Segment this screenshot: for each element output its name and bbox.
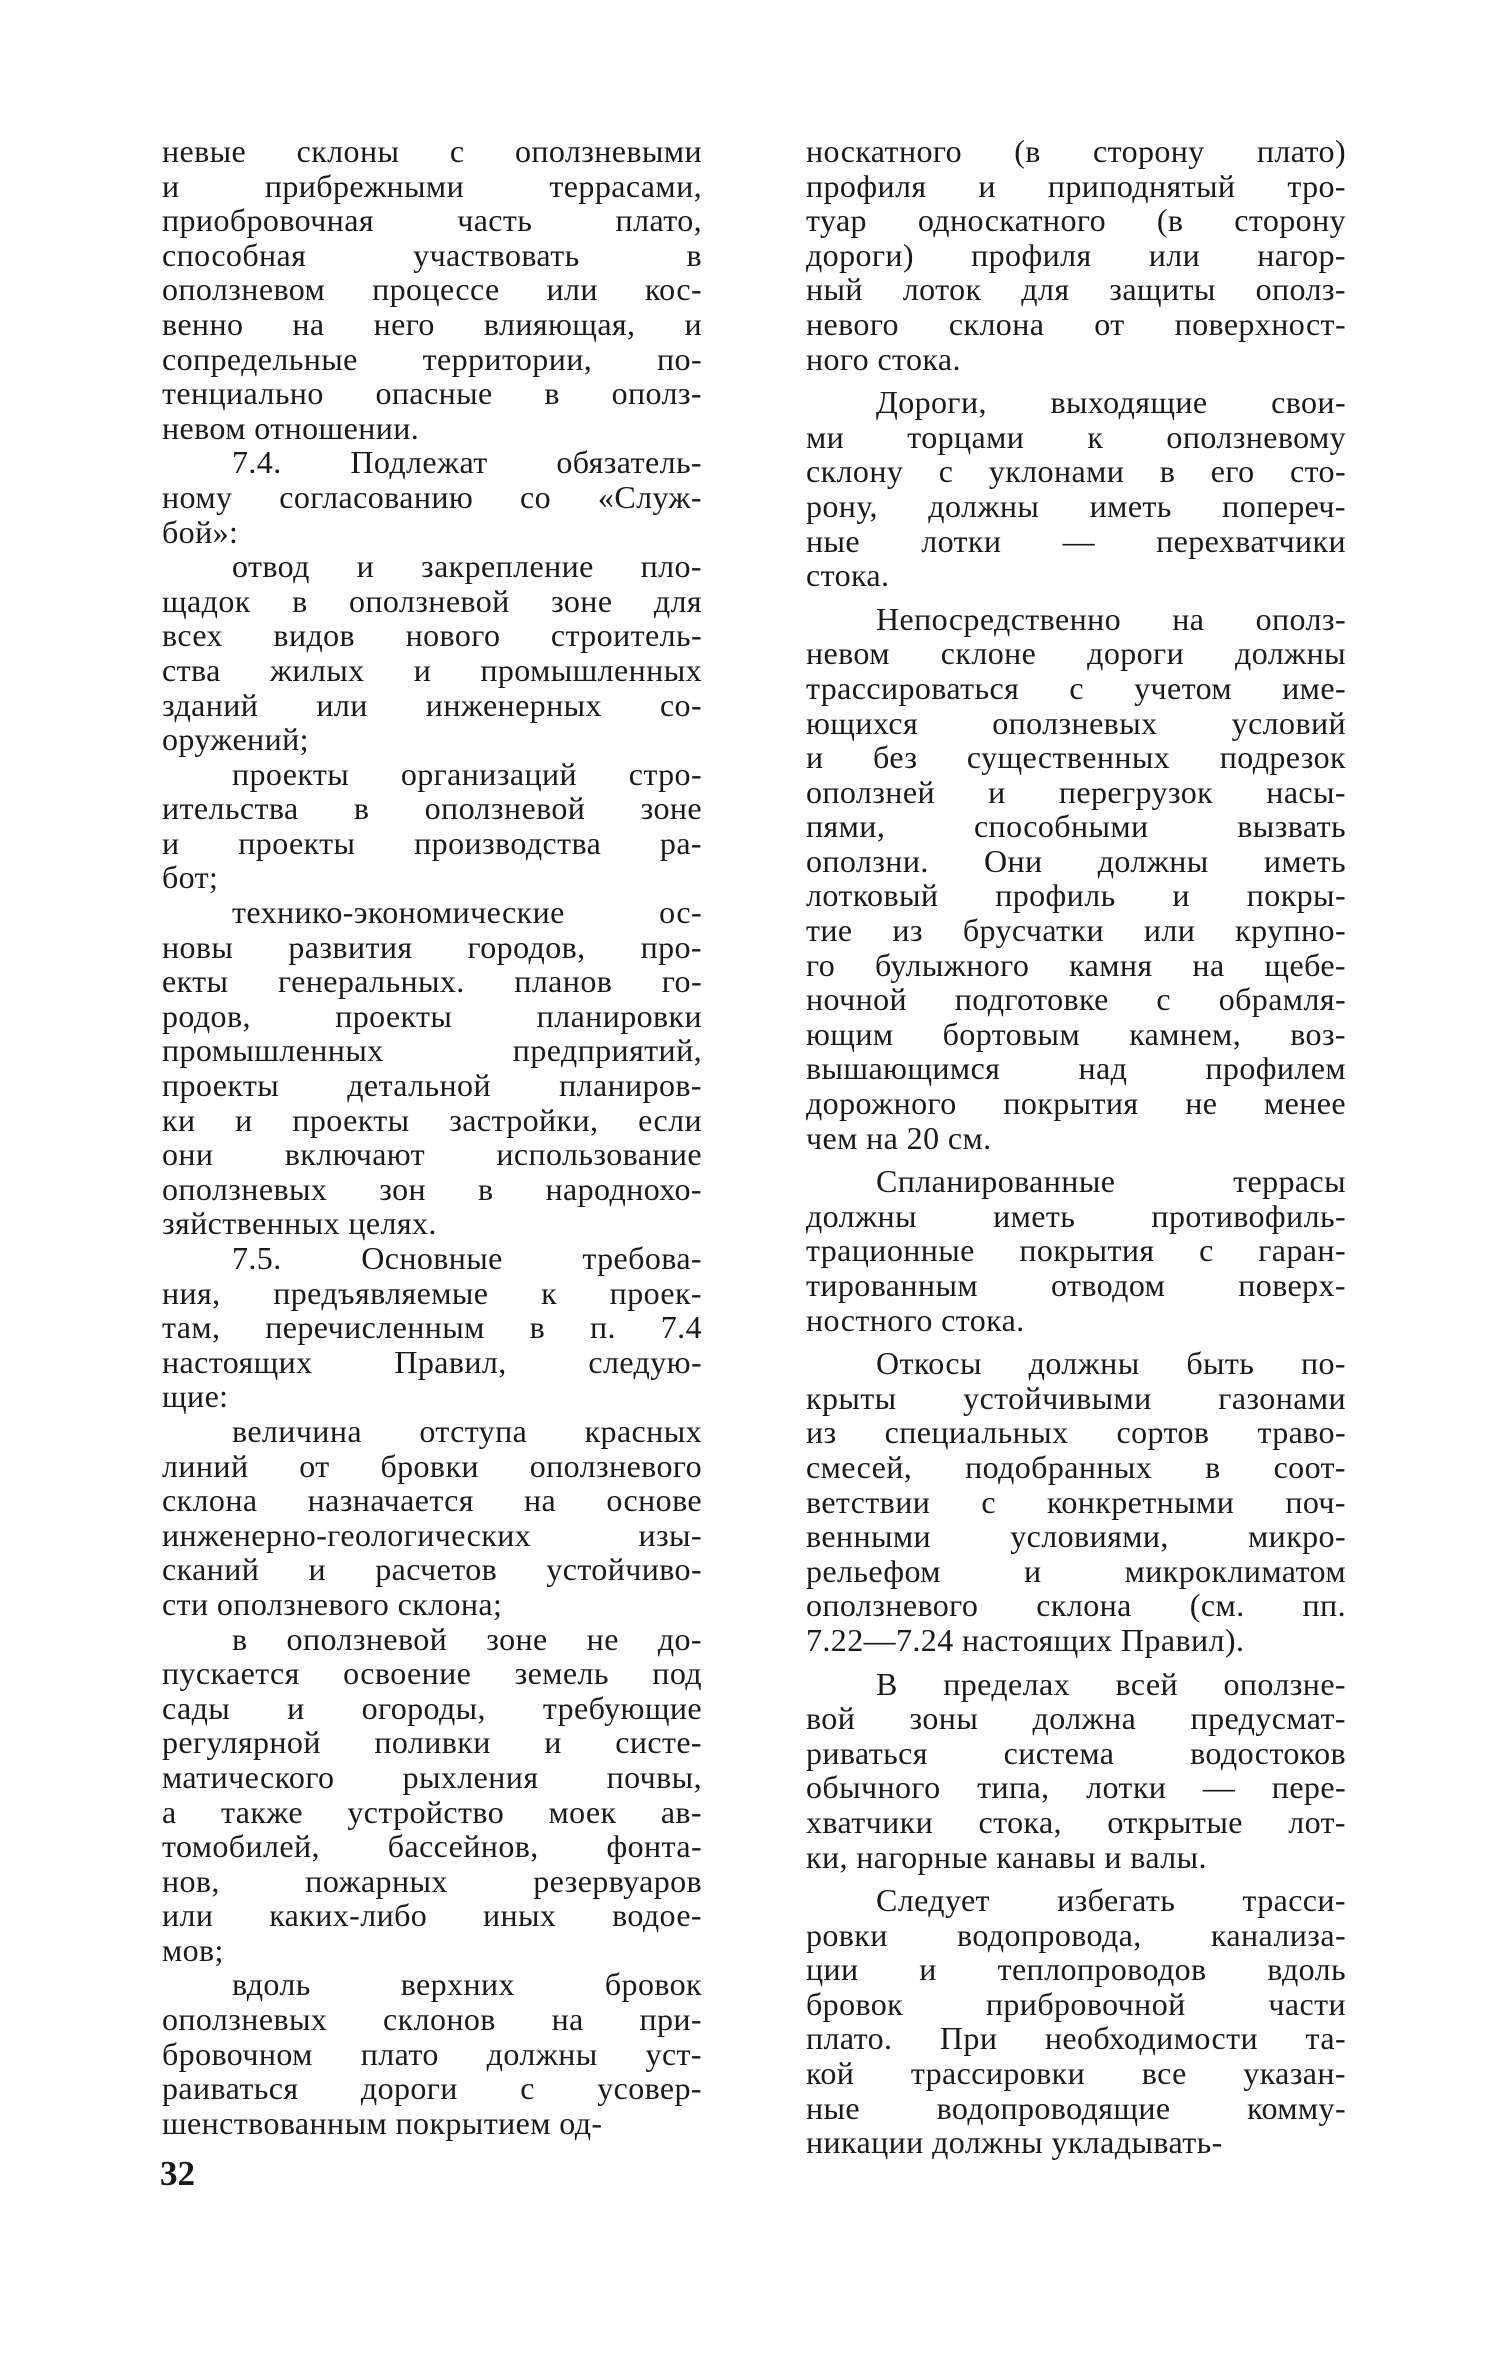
- text-line: ные водопроводящие комму-: [806, 2089, 1346, 2126]
- paragraph: [162, 549, 702, 757]
- text-line: го булыжного камня на щебе-: [806, 946, 1346, 983]
- text-line: оружений;: [162, 721, 309, 758]
- text-line: в оползневой зоне не до-: [232, 1620, 702, 1657]
- text-line: ные лотки — перехватчики: [806, 522, 1346, 559]
- text-line: рельефом и микроклиматом: [806, 1552, 1346, 1589]
- text-line: сопредельные территории, по-: [162, 340, 702, 377]
- text-line: технико-экономические ос-: [232, 894, 702, 931]
- text-line: чем на 20 см.: [806, 1119, 992, 1156]
- left-column: [162, 134, 702, 2140]
- text-line: регулярной поливки и систе-: [162, 1724, 702, 1761]
- text-line: промышленных предприятий,: [162, 1032, 702, 1069]
- paragraph: [806, 1164, 1346, 1337]
- text-line: Спланированные террасы: [876, 1163, 1346, 1200]
- paragraph: [806, 1346, 1346, 1657]
- text-line: и проекты производства ра-: [162, 824, 702, 861]
- text-line: ительства в оползневой зоне: [162, 790, 702, 827]
- text-line: бровочном плато должны уст-: [162, 2035, 702, 2072]
- text-line: Дороги, выходящие свои-: [876, 384, 1346, 421]
- right-column: [806, 134, 1346, 2160]
- text-line: пями, способными вызвать: [806, 808, 1346, 845]
- text-line: ночной подготовке с обрамля-: [806, 981, 1346, 1018]
- text-line: ки, нагорные канавы и валы.: [806, 1838, 1207, 1875]
- text-line: лотковый профиль и покры-: [806, 877, 1346, 914]
- text-line: приобровочная часть плато,: [162, 202, 702, 239]
- text-line: там, перечисленным в п. 7.4: [162, 1309, 702, 1346]
- text-line: оползневых зон в народнохо-: [162, 1170, 702, 1207]
- text-line: ции и теплопроводов вдоль: [806, 1951, 1346, 1988]
- text-line: профиля и приподнятый тро-: [806, 167, 1346, 204]
- text-line: нов, пожарных резервуаров: [162, 1862, 702, 1899]
- text-line: или каких-либо иных водое-: [162, 1897, 702, 1934]
- text-line: должны иметь противофиль-: [806, 1197, 1346, 1234]
- text-line: трационные покрытия с гаран-: [806, 1232, 1346, 1269]
- text-line: невом отношении.: [162, 409, 420, 446]
- paragraph: [162, 1967, 702, 2140]
- text-line: дорожного покрытия не менее: [806, 1085, 1346, 1122]
- paragraph: [162, 134, 702, 445]
- text-line: вой зоны должна предусмат-: [806, 1700, 1346, 1737]
- text-line: оползневом процессе или кос-: [162, 271, 702, 308]
- text-line: Следует избегать трасси-: [876, 1882, 1346, 1919]
- text-line: проекты детальной планиров-: [162, 1067, 702, 1104]
- paragraph: [162, 895, 702, 1241]
- text-line: щадок в оползневой зоне для: [162, 582, 702, 619]
- text-line: Откосы должны быть по-: [876, 1345, 1346, 1382]
- text-line: ния, предъявляемые к проек-: [162, 1274, 702, 1311]
- text-line: 7.5. Основные требова-: [232, 1240, 702, 1276]
- text-line: ный лоток для защиты ополз-: [806, 271, 1346, 308]
- text-line: ветствии с конкретными поч-: [806, 1483, 1346, 1520]
- text-line: тированным отводом поверх-: [806, 1267, 1346, 1303]
- text-line: зданий или инженерных со-: [162, 686, 702, 723]
- text-line: способная участвовать в: [162, 236, 702, 273]
- text-line: В пределах всей оползне-: [876, 1665, 1346, 1702]
- text-line: родов, проекты планировки: [162, 997, 702, 1034]
- text-line: оползней и перегрузок насы-: [806, 773, 1346, 810]
- text-line: обычного типа, лотки — пере-: [806, 1769, 1346, 1806]
- paragraph: [162, 1622, 702, 1968]
- text-line: венно на него влияющая, и: [162, 305, 702, 342]
- text-line: тие из брусчатки или крупно-: [806, 912, 1346, 949]
- text-line: плато. При необходимости та-: [806, 2020, 1346, 2057]
- paragraph: [162, 445, 702, 549]
- text-line: ющихся оползневых условий: [806, 704, 1346, 741]
- text-line: сады и огороды, требующие: [162, 1689, 702, 1726]
- text-line: ми торцами к оползневому: [806, 418, 1346, 455]
- text-line: ровки водопровода, канализа-: [806, 1916, 1346, 1953]
- text-line: 7.4. Подлежат обязатель-: [232, 444, 702, 481]
- text-line: раиваться дороги с усовер-: [162, 2070, 702, 2107]
- text-line: проекты организаций стро-: [232, 755, 702, 792]
- text-line: 7.22—7.24 настоящих Правил).: [806, 1621, 1245, 1658]
- paragraph: [162, 757, 702, 895]
- text-line: стока.: [806, 557, 890, 594]
- paragraph: [806, 1883, 1346, 2160]
- text-line: склона назначается на основе: [162, 1482, 702, 1519]
- text-line: Непосредственно на ополз-: [876, 600, 1346, 637]
- text-line: невого склона от поверхност-: [806, 305, 1346, 342]
- text-line: ностного стока.: [806, 1301, 1025, 1338]
- text-line: екты генеральных. планов го-: [162, 963, 702, 1000]
- text-line: мов;: [162, 1931, 224, 1968]
- text-line: они включают использование: [162, 1136, 702, 1173]
- text-line: сканий и расчетов устойчиво-: [162, 1551, 702, 1588]
- text-line: шенствованным покрытием од-: [162, 2104, 603, 2141]
- text-line: носкатного (в сторону плато): [806, 133, 1346, 169]
- text-line: из специальных сортов траво-: [806, 1414, 1346, 1451]
- text-line: томобилей, бассейнов, фонта-: [162, 1828, 702, 1865]
- text-line: тенциально опасные в ополз-: [162, 375, 702, 412]
- text-line: щие:: [162, 1378, 229, 1415]
- text-line: склону с уклонами в его сто-: [806, 453, 1346, 490]
- text-line: хватчики стока, открытые лот-: [806, 1803, 1346, 1840]
- text-line: бой»:: [162, 513, 239, 550]
- text-line: оползни. Они должны иметь: [806, 842, 1346, 879]
- text-line: оползневого склона (см. пп.: [806, 1587, 1346, 1624]
- text-line: трассироваться с учетом име-: [806, 669, 1346, 706]
- text-line: бровок прибровочной части: [806, 1985, 1346, 2022]
- paragraph: [806, 602, 1346, 1156]
- text-line: никации должны укладывать-: [806, 2124, 1223, 2161]
- text-line: крыты устойчивыми газонами: [806, 1379, 1346, 1416]
- text-line: линий от бровки оползневого: [162, 1447, 702, 1484]
- text-line: инженерно-геологических изы-: [162, 1516, 702, 1553]
- text-line: отвод и закрепление пло-: [232, 548, 702, 585]
- text-line: вышающимся над профилем: [806, 1050, 1346, 1087]
- text-line: ющим бортовым камнем, воз-: [806, 1015, 1346, 1052]
- text-line: матического рыхления почвы,: [162, 1758, 702, 1795]
- text-line: ства жилых и промышленных: [162, 651, 702, 688]
- text-line: новы развития городов, про-: [162, 928, 702, 965]
- text-line: смесей, подобранных в соот-: [806, 1448, 1346, 1485]
- text-line: зяйственных целях.: [162, 1205, 437, 1242]
- text-line: невые склоны с оползневыми: [162, 133, 702, 169]
- text-line: а также устройство моек ав-: [162, 1793, 702, 1830]
- paragraph: [806, 134, 1346, 376]
- text-line: оползневых склонов на при-: [162, 2001, 702, 2038]
- text-line: и прибрежными террасами,: [162, 167, 702, 204]
- text-line: настоящих Правил, следую-: [162, 1343, 702, 1380]
- text-line: и без существенных подрезок: [806, 739, 1346, 776]
- text-line: кой трассировки все указан-: [806, 2055, 1346, 2092]
- text-line: всех видов нового строитель-: [162, 617, 702, 654]
- text-line: туар односкатного (в сторону: [806, 202, 1346, 239]
- text-line: пускается освоение земель под: [162, 1655, 702, 1692]
- text-line: венными условиями, микро-: [806, 1518, 1346, 1555]
- text-line: ки и проекты застройки, если: [162, 1101, 702, 1138]
- text-line: бот;: [162, 859, 219, 896]
- paragraph: [162, 1414, 702, 1622]
- text-line: ному согласованию со «Служ-: [162, 478, 702, 515]
- text-line: риваться система водостоков: [806, 1734, 1346, 1771]
- text-line: дороги) профиля или нагор-: [806, 236, 1346, 273]
- page-number: 32: [160, 2154, 195, 2193]
- text-line: вдоль верхних бровок: [232, 1966, 702, 2003]
- text-line: ного стока.: [806, 340, 961, 377]
- paragraph: [806, 1667, 1346, 1875]
- paragraph: [162, 1241, 702, 1414]
- text-line: величина отступа красных: [232, 1412, 702, 1449]
- paragraph: [806, 385, 1346, 593]
- text-line: невом склоне дороги должны: [806, 635, 1346, 672]
- text-line: сти оползневого склона;: [162, 1585, 503, 1622]
- text-line: рону, должны иметь попереч-: [806, 487, 1346, 524]
